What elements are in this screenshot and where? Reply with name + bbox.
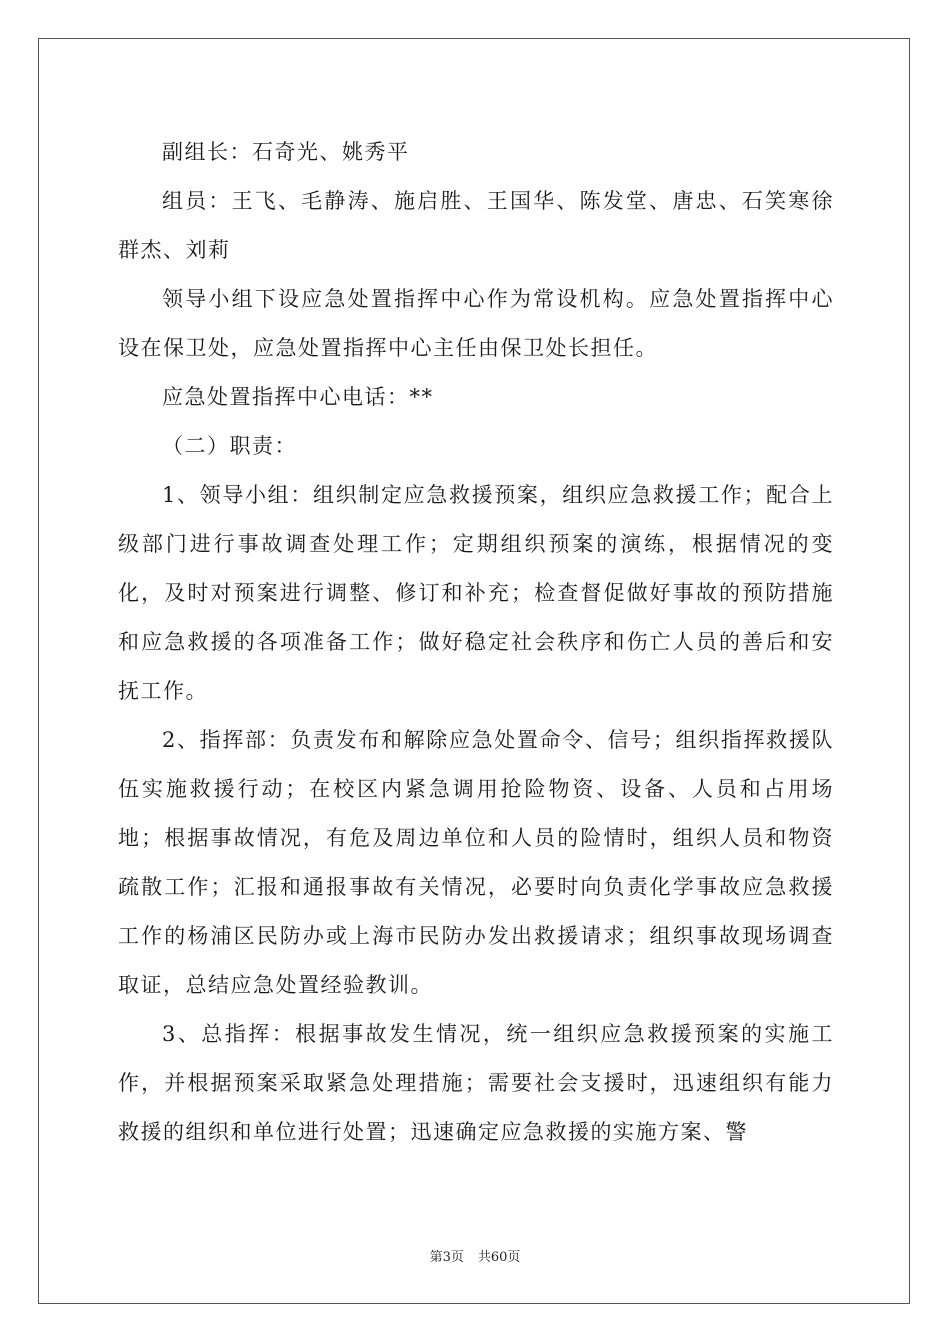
paragraph-duty-leadership: 1、领导小组：组织制定应急救援预案，组织应急救援工作；配合上级部门进行事故调查处理工作；定期组织预案的演练，根据情况的变化，及时对预案进行调整、修订和补充；检查督促做好事故的预防措施和应急救援的各项准备工作；做好稳定社会秩序和伤亡人员的善后和安抚工作。 — [118, 483, 834, 703]
paragraph-duty-chief: 3、总指挥：根据事故发生情况，统一组织应急救援预案的实施工作，并根据预案采取紧急处理措施；需要社会支援时，迅速组织有能力救援的组织和单位进行处置；迅速确定应急救援的实施方案、警 — [118, 1022, 834, 1144]
paragraph-members: 组员：王飞、毛静涛、施启胜、王国华、陈发堂、唐忠、石笑寒徐群杰、刘莉 — [118, 189, 834, 262]
paragraph-command-center: 领导小组下设应急处置指挥中心作为常设机构。应急处置指挥中心设在保卫处，应急处置指挥中心主任由保卫处长担任。 — [118, 287, 834, 360]
paragraph-duty-command: 2、指挥部：负责发布和解除应急处置命令、信号；组织指挥救援队伍实施救援行动；在校区内紧急调用抢险物资、设备、人员和占用场地；根据事故情况，有危及周边单位和人员的险情时，组织人员和物资疏散工作；汇报和通报事故有关情况，必要时向负责化学事故应急救援工作的杨浦区民防办或上海市民防办发出救援请求；组织事故现场调查取证，总结应急处置经验教训。 — [118, 728, 834, 997]
paragraph-deputy-leaders: 副组长：石奇光、姚秀平 — [162, 140, 410, 164]
page-total: 共60页 — [477, 1250, 521, 1265]
page-footer — [0, 1246, 950, 1265]
document-body — [118, 128, 834, 1157]
page-number: 第3页 — [429, 1250, 464, 1265]
paragraph-phone: 应急处置指挥中心电话：** — [162, 385, 434, 409]
section-heading-duties: （二）职责： — [162, 434, 297, 458]
